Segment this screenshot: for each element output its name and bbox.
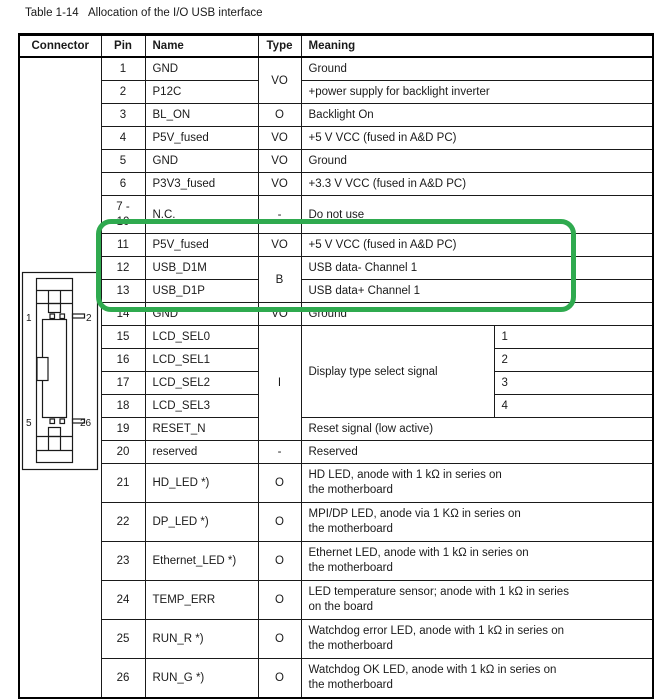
name-cell: TEMP_ERR [145,581,258,620]
meaning-cell: +power supply for backlight inverter [301,81,653,104]
pin-cell: 11 [101,234,145,257]
header-meaning: Meaning [301,35,653,58]
meaning-line-1: LED temperature sensor; anode with 1 kΩ in series [308,586,569,598]
meaning-cell: +5 V VCC (fused in A&D PC) [301,127,653,150]
pin-cell: 13 [101,280,145,303]
meaning-cell [301,659,653,699]
table-row [19,196,653,234]
type-cell: VO [258,303,301,326]
meaning-line-2: the motherboard [308,484,393,496]
name-cell: LCD_SEL2 [145,372,258,395]
pin-cell: 20 [101,441,145,464]
pin-range-end: 10 [116,215,130,228]
pin-allocation-table [18,33,654,699]
pin-range-start: 7 - [116,200,130,213]
pin-cell: 2 [101,81,145,104]
meaning-line-1: Watchdog error LED, anode with 1 kΩ in series on [308,625,565,637]
bottom-notch [49,428,61,437]
meaning-cell: +3.3 V VCC (fused in A&D PC) [301,173,653,196]
table-row [19,127,653,150]
side-tab [37,358,48,381]
meaning-cell: USB data+ Channel 1 [301,280,653,303]
table-row [19,418,653,441]
pin-cell: 26 [101,659,145,699]
pin25-contact [50,419,55,424]
table-row [19,326,653,349]
name-cell: P12C [145,81,258,104]
pin-cell: 23 [101,542,145,581]
meaning-cell [301,503,653,542]
name-cell: GND [145,150,258,173]
type-cell: VO [258,127,301,150]
pin-cell: 3 [101,104,145,127]
meaning-cell: Ground [301,57,653,81]
meaning-cell: USB data- Channel 1 [301,257,653,280]
name-cell: LCD_SEL0 [145,326,258,349]
pin-cell: 21 [101,464,145,503]
pin-cell: 19 [101,418,145,441]
name-cell: reserved [145,441,258,464]
pin-cell: 12 [101,257,145,280]
type-cell: O [258,620,301,659]
type-cell: O [258,464,301,503]
type-cell: O [258,659,301,699]
meaning-line-1: MPI/DP LED, anode via 1 KΩ in series on [308,508,521,520]
meaning-cell [301,620,653,659]
name-cell: LCD_SEL1 [145,349,258,372]
name-cell: RUN_R *) [145,620,258,659]
table-title [25,7,263,19]
select-value-cell: 3 [494,372,653,395]
pin1-contact [50,314,55,319]
pin-cell: 16 [101,349,145,372]
table-row [19,81,653,104]
name-cell: P5V_fused [145,234,258,257]
type-cell: VO [258,57,301,104]
select-value-cell: 2 [494,349,653,372]
name-cell: GND [145,57,258,81]
table-row [19,542,653,581]
pin26-contact [60,419,65,424]
type-cell: - [258,196,301,234]
name-cell: USB_D1M [145,257,258,280]
pin-cell: 18 [101,395,145,418]
table-row [19,581,653,620]
name-cell: N.C. [145,196,258,234]
meaning-cell: +5 V VCC (fused in A&D PC) [301,234,653,257]
pin-cell: 6 [101,173,145,196]
type-cell: O [258,503,301,542]
table-label: Table 1-14 [25,7,79,19]
table-row [19,104,653,127]
name-cell: GND [145,303,258,326]
table-row [19,503,653,542]
connector-diagram [20,267,101,477]
pin-cell: 5 [101,150,145,173]
meaning-line-1: Ethernet LED, anode with 1 kΩ in series on [308,547,529,559]
header-type: Type [258,35,301,58]
meaning-cell [301,581,653,620]
io-usb-table [18,33,654,699]
header-name: Name [145,35,258,58]
name-cell: LCD_SEL3 [145,395,258,418]
pin-cell: 4 [101,127,145,150]
table-row [19,150,653,173]
table-row [19,659,653,699]
pin-cell: 22 [101,503,145,542]
pin-cell: 25 [101,620,145,659]
table-row [19,441,653,464]
pin-label-1: 1 [26,313,32,324]
meaning-cell: Reset signal (low active) [301,418,653,441]
pin-label-2: 2 [86,313,92,324]
pin-cell: 24 [101,581,145,620]
meaning-line-2: the motherboard [308,562,393,574]
meaning-cell [301,464,653,503]
pin-cell: 1 [101,57,145,81]
meaning-cell: Display type select signal [301,326,494,418]
table-row-highlighted [19,234,653,257]
connector-cell [19,57,101,698]
select-value-cell: 4 [494,395,653,418]
type-cell: VO [258,234,301,257]
table-row-highlighted [19,257,653,280]
pin-cell [101,196,145,234]
header-connector: Connector [19,35,101,58]
name-cell: RESET_N [145,418,258,441]
type-cell: O [258,581,301,620]
pin-label-25: 5 [26,418,32,429]
table-row [19,620,653,659]
meaning-line-2: the motherboard [308,523,393,535]
name-cell: P5V_fused [145,127,258,150]
type-cell: I [258,326,301,441]
meaning-cell: Ground [301,150,653,173]
table-caption: Allocation of the I/O USB interface [88,7,263,19]
name-cell: HD_LED *) [145,464,258,503]
pin-cell: 14 [101,303,145,326]
meaning-cell [301,542,653,581]
header-row [19,35,653,58]
pin-cell: 15 [101,326,145,349]
header-pin: Pin [101,35,145,58]
table-row [19,173,653,196]
meaning-cell: Do not use [301,196,653,234]
type-cell: B [258,257,301,303]
pin-label-26: 26 [80,418,92,429]
name-cell: DP_LED *) [145,503,258,542]
select-value-cell: 1 [494,326,653,349]
meaning-line-2: the motherboard [308,679,393,691]
type-cell: O [258,104,301,127]
meaning-cell: Backlight On [301,104,653,127]
name-cell: USB_D1P [145,280,258,303]
table-row-highlighted [19,303,653,326]
table-row-highlighted [19,280,653,303]
name-cell: BL_ON [145,104,258,127]
meaning-cell: Reserved [301,441,653,464]
table-row [19,464,653,503]
top-notch [49,304,61,313]
meaning-line-2: on the board [308,601,374,613]
name-cell: P3V3_fused [145,173,258,196]
type-cell: VO [258,173,301,196]
pin2-stub [73,314,85,318]
meaning-cell: Ground [301,303,653,326]
meaning-line-1: HD LED, anode with 1 kΩ in series on [308,469,502,481]
name-cell: RUN_G *) [145,659,258,699]
name-cell: Ethernet_LED *) [145,542,258,581]
type-cell: VO [258,150,301,173]
table-row [19,57,653,81]
meaning-line-2: the motherboard [308,640,393,652]
type-cell: O [258,542,301,581]
pin-cell: 17 [101,372,145,395]
type-cell: - [258,441,301,464]
pin2-contact [60,314,65,319]
meaning-line-1: Watchdog OK LED, anode with 1 kΩ in series on [308,664,557,676]
